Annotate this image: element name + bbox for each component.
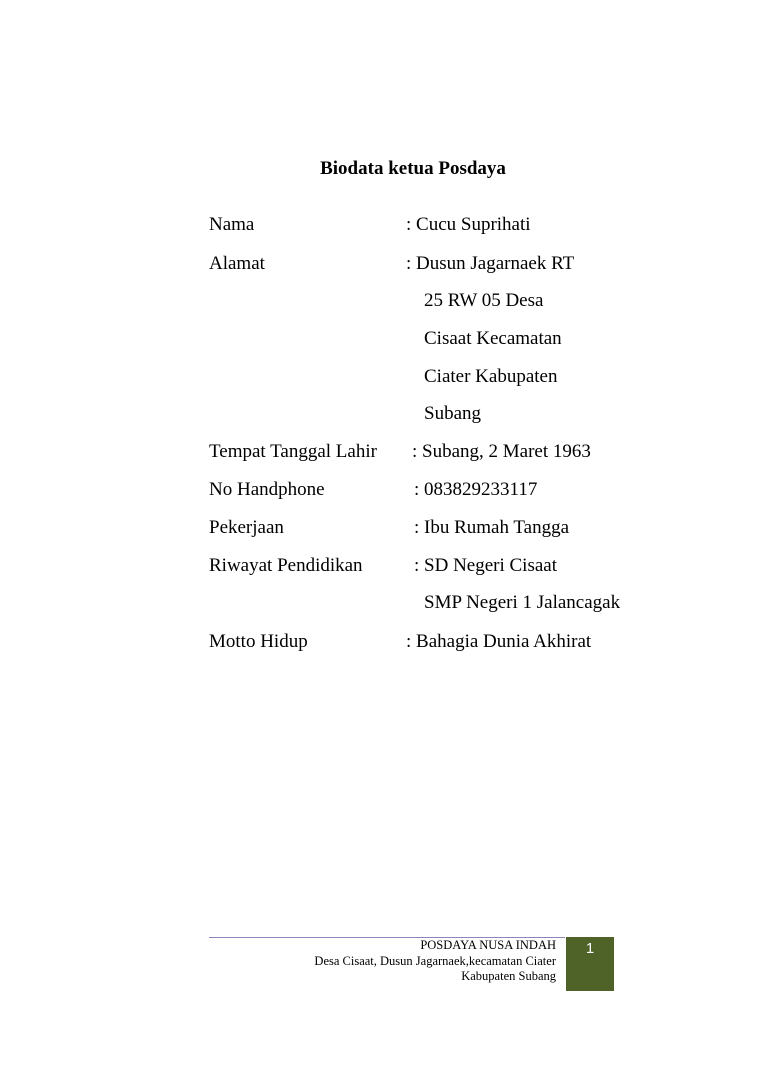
education-line: SMP Negeri 1 Jalancagak [424, 592, 621, 613]
page-number: 1 [585, 940, 595, 957]
footer-org-name: POSDAYA NUSA INDAH [420, 938, 556, 952]
footer-address-line: Desa Cisaat, Dusun Jagarnaek,kecamatan Ciater [314, 953, 556, 968]
bio-value: : Ibu Rumah Tangga [414, 517, 570, 538]
address-line: Ciater Kabupaten [424, 366, 558, 387]
bio-label: Riwayat Pendidikan [209, 555, 363, 576]
bio-label: Nama [209, 214, 255, 235]
bio-value: : Dusun Jagarnaek RT [406, 253, 575, 274]
page-number-box [566, 937, 614, 991]
footer-text [314, 938, 556, 985]
bio-value: : Cucu Suprihati [406, 214, 531, 235]
footer-address-line: Kabupaten Subang [461, 969, 556, 983]
address-line: 25 RW 05 Desa [424, 290, 544, 311]
bio-label: No Handphone [209, 479, 325, 500]
address-line: Cisaat Kecamatan [424, 328, 562, 349]
bio-value: : Subang, 2 Maret 1963 [412, 441, 591, 462]
bio-value: : Bahagia Dunia Akhirat [406, 631, 592, 652]
bio-value: : SD Negeri Cisaat [414, 555, 558, 576]
address-line: Subang [424, 403, 481, 424]
bio-label: Tempat Tanggal Lahir [209, 441, 377, 462]
bio-label: Pekerjaan [209, 517, 284, 538]
bio-label: Alamat [209, 253, 265, 274]
bio-value: : 083829233117 [414, 479, 538, 500]
page-title: Biodata ketua Posdaya [320, 158, 506, 179]
bio-label: Motto Hidup [209, 631, 308, 652]
